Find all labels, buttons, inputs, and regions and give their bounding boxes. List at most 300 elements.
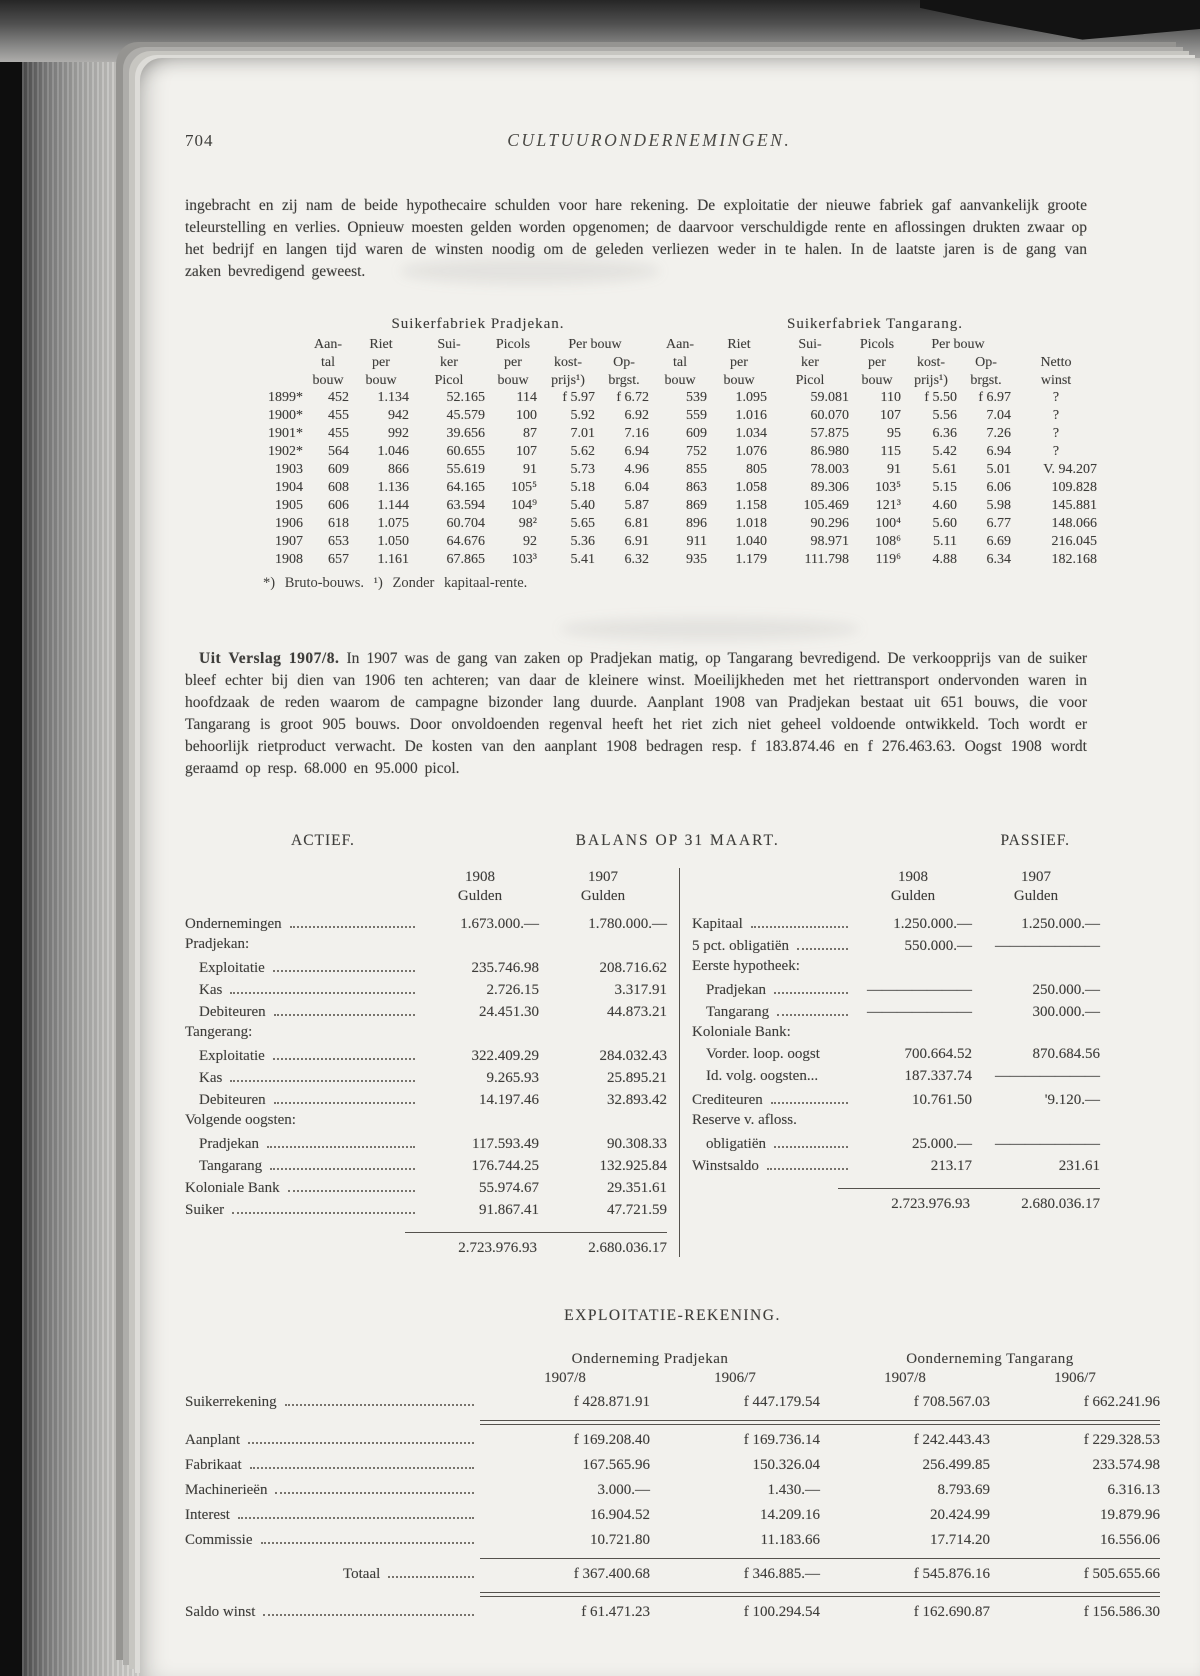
balance-value-1908: 24.451.30 bbox=[479, 1004, 539, 1020]
prod-value-cell: 911 bbox=[686, 534, 707, 549]
balance-value-1908: 9.265.93 bbox=[486, 1070, 539, 1086]
book-edge-left bbox=[0, 0, 22, 1676]
balance-value-1908: 91.867.41 bbox=[479, 1202, 539, 1218]
prod-head-cell: ker bbox=[440, 354, 458, 370]
prod-head-cell: Op- bbox=[975, 354, 997, 370]
prod-head-cell: Riet bbox=[727, 336, 751, 352]
prod-value-cell: 111.798 bbox=[804, 552, 849, 567]
balance-row-label: obligatiën bbox=[706, 1136, 766, 1152]
balance-row-label: Id. volg. oogsten... bbox=[706, 1068, 819, 1084]
balance-passief-column bbox=[679, 868, 1100, 1257]
leader-dots bbox=[273, 958, 415, 972]
prod-value-cell: 5.61 bbox=[932, 462, 957, 477]
balance-year-cell bbox=[421, 868, 539, 906]
table-row bbox=[253, 407, 1099, 425]
prod-value-cell: 5.42 bbox=[932, 444, 957, 459]
spacer bbox=[185, 1368, 480, 1388]
prod-year-cell: 1900* bbox=[268, 408, 303, 423]
prod-head-cell: bouw bbox=[497, 372, 529, 388]
balance-value-1907: 1.780.000.— bbox=[588, 916, 667, 932]
prod-value-cell: 64.676 bbox=[446, 534, 485, 549]
exploitation-value: 17.714.20 bbox=[930, 1532, 990, 1548]
prod-head-cell: Picol bbox=[795, 372, 825, 388]
prod-value-cell: 5.87 bbox=[624, 498, 649, 513]
table-row bbox=[253, 443, 1099, 461]
prod-value-cell: 455 bbox=[328, 426, 349, 441]
balance-row-label: Pradjekan bbox=[199, 1136, 259, 1152]
balance-year-cell bbox=[972, 868, 1100, 906]
balance-value-1908: ——————— bbox=[867, 982, 972, 998]
running-title: CULTUURONDERNEMINGEN. bbox=[507, 130, 792, 150]
prod-year-cell: 1905 bbox=[275, 498, 303, 513]
exploitation-value: f 169.736.14 bbox=[743, 1432, 820, 1448]
label-text: Commissie bbox=[185, 1532, 253, 1548]
exploitation-row bbox=[185, 1530, 1160, 1555]
exploitation-row-label bbox=[185, 1480, 480, 1499]
table-row bbox=[253, 461, 1099, 479]
prod-value-cell: 91 bbox=[887, 462, 901, 477]
prod-value-cell: 1.076 bbox=[735, 444, 767, 459]
table-row bbox=[253, 533, 1099, 551]
spacer-cell bbox=[253, 353, 305, 371]
prod-head-cell: bouw bbox=[365, 372, 397, 388]
table-row bbox=[253, 515, 1099, 533]
prod-value-cell: 935 bbox=[686, 552, 707, 567]
balance-value-1907: ——————— bbox=[995, 1068, 1100, 1084]
balance-total-1907: 2.680.036.17 bbox=[1021, 1196, 1100, 1212]
prod-value-cell: 5.92 bbox=[570, 408, 595, 423]
prod-value-cell: 752 bbox=[686, 444, 707, 459]
prod-head-cell: Picol bbox=[434, 372, 464, 388]
balance-value-1907: 90.308.33 bbox=[607, 1136, 667, 1152]
prod-value-cell: 63.594 bbox=[446, 498, 485, 513]
label-text: Totaal bbox=[343, 1566, 381, 1582]
prod-value-cell: 6.94 bbox=[986, 444, 1011, 459]
exploitation-row-label bbox=[185, 1455, 480, 1474]
prod-value-cell: 6.69 bbox=[986, 534, 1011, 549]
prod-value-cell: 78.003 bbox=[810, 462, 849, 477]
prod-value-cell: 90.296 bbox=[810, 516, 849, 531]
prod-value-cell: 559 bbox=[686, 408, 707, 423]
prod-head-cell: bouw bbox=[861, 372, 893, 388]
currency-label: Gulden bbox=[580, 888, 626, 904]
balance-value-1907: 870.684.56 bbox=[1032, 1046, 1100, 1062]
prod-value-cell: 148.066 bbox=[1051, 516, 1097, 531]
exploitation-value: f 156.586.30 bbox=[1083, 1604, 1160, 1620]
exploitation-value: f 100.294.54 bbox=[743, 1604, 820, 1620]
exploitation-row bbox=[185, 1505, 1160, 1530]
exploitation-value: f 242.443.43 bbox=[913, 1432, 990, 1448]
prod-head-cell: Aan- bbox=[314, 336, 342, 352]
exploitation-row-label bbox=[185, 1602, 480, 1621]
prod-value-cell: 91 bbox=[523, 462, 537, 477]
exploitation-group-row bbox=[185, 1351, 1160, 1368]
exploitation-value: f 545.876.16 bbox=[913, 1566, 990, 1582]
exploitation-group-label: Oonderneming Tangarang bbox=[906, 1351, 1074, 1367]
prod-head-cell: bouw bbox=[312, 372, 344, 388]
prod-value-cell: 100⁴ bbox=[875, 516, 901, 531]
exploitation-row bbox=[185, 1480, 1160, 1505]
leader-dots bbox=[777, 1002, 848, 1016]
year-label: 1908 bbox=[898, 869, 928, 885]
exploitation-value: 20.424.99 bbox=[930, 1507, 990, 1523]
prod-head-cell: kost- bbox=[917, 354, 945, 370]
prod-head-row bbox=[253, 371, 1099, 389]
prod-value-cell: 60.704 bbox=[446, 516, 485, 531]
balance-row-label: Pradjekan bbox=[706, 982, 766, 998]
leader-dots bbox=[261, 1530, 474, 1544]
year-label: 1908 bbox=[465, 869, 495, 885]
balance-row-label: Ondernemingen bbox=[185, 916, 282, 932]
balance-row-label: Eerste hypotheek: bbox=[692, 958, 800, 974]
prod-value-cell: 6.94 bbox=[624, 444, 649, 459]
prod-head-cell: Picols bbox=[495, 336, 531, 352]
balance-row bbox=[692, 1156, 1100, 1178]
prod-value-cell: 5.41 bbox=[570, 552, 595, 567]
balance-value-1907: '9.120.— bbox=[1044, 1092, 1100, 1108]
currency-label: Gulden bbox=[1013, 888, 1059, 904]
leader-dots bbox=[285, 1392, 474, 1406]
prod-head-cell: prijs¹) bbox=[551, 372, 585, 388]
prod-value-cell: 609 bbox=[328, 462, 349, 477]
balance-header bbox=[185, 832, 1100, 850]
prod-head-cell: brgst. bbox=[970, 372, 1002, 388]
label-text: Fabrikaat bbox=[185, 1457, 242, 1473]
label-text: Machinerieën bbox=[185, 1482, 268, 1498]
balance-total-row bbox=[405, 1232, 667, 1257]
prod-value-cell: 5.62 bbox=[570, 444, 595, 459]
balance-value-1907: 3.317.91 bbox=[614, 982, 667, 998]
balance-value-1907: 32.893.42 bbox=[607, 1092, 667, 1108]
exploitation-year-label: 1907/8 bbox=[544, 1370, 586, 1386]
balance-row bbox=[692, 1046, 1100, 1068]
balance-year-cell bbox=[854, 868, 972, 906]
leader-dots bbox=[263, 1602, 474, 1616]
year-label: 1907 bbox=[1021, 869, 1051, 885]
prod-value-cell: 4.60 bbox=[932, 498, 957, 513]
prod-value-cell: 539 bbox=[686, 390, 707, 405]
balance-actief-column bbox=[185, 868, 673, 1257]
balance-row bbox=[185, 1002, 667, 1024]
balance-row bbox=[185, 1112, 667, 1134]
balance-value-1908: 700.664.52 bbox=[904, 1046, 972, 1062]
exploitation-value: 11.183.66 bbox=[760, 1532, 820, 1548]
leader-dots bbox=[238, 1505, 474, 1519]
prod-head-cell: Netto bbox=[1040, 354, 1072, 370]
prod-value-cell: 5.18 bbox=[570, 480, 595, 495]
leader-dots bbox=[767, 1156, 848, 1170]
rule-line bbox=[480, 1558, 1160, 1559]
exploitation-value: f 162.690.87 bbox=[913, 1604, 990, 1620]
balance-row bbox=[185, 958, 667, 980]
balance-value-1907: 231.61 bbox=[1058, 1158, 1100, 1174]
page-number: 704 bbox=[185, 131, 214, 150]
prod-year-cell: 1901* bbox=[268, 426, 303, 441]
prod-value-cell: 5.11 bbox=[933, 534, 957, 549]
prod-value-cell: 57.875 bbox=[810, 426, 849, 441]
exploitation-year-row bbox=[185, 1368, 1160, 1388]
prod-year-cell: 1902* bbox=[268, 444, 303, 459]
balance-value-1908: 14.197.46 bbox=[479, 1092, 539, 1108]
balance-value-1908: 55.974.67 bbox=[479, 1180, 539, 1196]
balance-year-header bbox=[185, 868, 667, 906]
exploitation-row-label bbox=[185, 1530, 480, 1549]
prod-head-cell: Riet bbox=[369, 336, 393, 352]
balance-value-1907: 44.873.21 bbox=[607, 1004, 667, 1020]
balance-row-label: Kapitaal bbox=[692, 916, 743, 932]
page-content bbox=[185, 58, 1172, 1676]
exploitation-value: f 708.567.03 bbox=[913, 1394, 990, 1410]
prod-value-cell: 5.65 bbox=[570, 516, 595, 531]
prod-value-cell: 1.095 bbox=[735, 390, 767, 405]
table-row bbox=[253, 551, 1099, 569]
exploitation-value: 8.793.69 bbox=[937, 1482, 990, 1498]
prod-value-cell: 114 bbox=[516, 390, 537, 405]
prod-value-cell: 145.881 bbox=[1051, 498, 1097, 513]
prod-value-cell: 5.36 bbox=[570, 534, 595, 549]
exploitation-value: 233.574.98 bbox=[1092, 1457, 1160, 1473]
balance-row bbox=[185, 936, 667, 958]
prod-value-cell: 6.32 bbox=[624, 552, 649, 567]
prod-value-cell: 1.040 bbox=[735, 534, 767, 549]
balance-row-label: Vorder. loop. oogst bbox=[706, 1046, 820, 1062]
rule-line bbox=[480, 1592, 1160, 1597]
balance-row bbox=[185, 914, 667, 936]
balance-row bbox=[185, 980, 667, 1002]
prod-value-cell: 89.306 bbox=[810, 480, 849, 495]
exploitation-row-label bbox=[185, 1392, 480, 1411]
prod-value-cell: 609 bbox=[686, 426, 707, 441]
prod-value-cell: 855 bbox=[686, 462, 707, 477]
prod-head-cell: tal bbox=[321, 354, 335, 370]
prod-value-cell: 95 bbox=[887, 426, 901, 441]
leader-dots bbox=[771, 1090, 848, 1104]
prod-value-cell: 4.88 bbox=[932, 552, 957, 567]
balance-year-cell bbox=[539, 868, 667, 906]
prod-value-cell: 105⁵ bbox=[511, 480, 537, 495]
balance-value-1907: 1.250.000.— bbox=[1021, 916, 1100, 932]
balance-row bbox=[185, 1200, 667, 1222]
exploitation-value: f 367.400.68 bbox=[573, 1566, 650, 1582]
prod-head-cell: tal bbox=[673, 354, 687, 370]
balance-row-label: Kas bbox=[199, 1070, 223, 1086]
exploitation-value: f 662.241.96 bbox=[1083, 1394, 1160, 1410]
prod-value-cell: 100 bbox=[516, 408, 537, 423]
exploitation-value: f 346.885.— bbox=[743, 1566, 820, 1582]
balance-total-1907: 2.680.036.17 bbox=[588, 1240, 667, 1256]
prod-value-cell: 182.168 bbox=[1051, 552, 1097, 567]
table-row bbox=[253, 479, 1099, 497]
label-text: Suikerrekening bbox=[185, 1394, 277, 1410]
prod-value-cell: 67.865 bbox=[446, 552, 485, 567]
verslag-paragraph bbox=[185, 648, 1087, 780]
exploitation-header bbox=[185, 1351, 1160, 1388]
exploitation-row-label bbox=[185, 1505, 480, 1524]
balance-row-label: Debiteuren bbox=[199, 1004, 266, 1020]
balance-value-1908: 117.593.49 bbox=[472, 1136, 539, 1152]
prod-value-cell: 52.165 bbox=[446, 390, 485, 405]
prod-value-cell: 653 bbox=[328, 534, 349, 549]
prod-year-cell: 1899* bbox=[268, 390, 303, 405]
prod-value-cell: 6.77 bbox=[986, 516, 1011, 531]
leader-dots bbox=[274, 1090, 415, 1104]
prod-value-cell: 869 bbox=[686, 498, 707, 513]
spacer-cell bbox=[253, 335, 305, 353]
leader-dots bbox=[250, 1455, 474, 1469]
prod-value-cell: 119⁶ bbox=[875, 552, 901, 567]
production-table-wrap bbox=[253, 313, 1172, 569]
prod-head-cell: winst bbox=[1040, 372, 1072, 388]
exploitation-row bbox=[185, 1392, 1160, 1417]
balance-value-1908: 187.337.74 bbox=[904, 1068, 972, 1084]
balance-row-label: Tangarang bbox=[706, 1004, 770, 1020]
prod-head-cell: per bbox=[730, 354, 748, 370]
leader-dots bbox=[288, 1178, 415, 1192]
balance-value-1908: 176.744.25 bbox=[471, 1158, 539, 1174]
balance-value-1907: 300.000.— bbox=[1032, 1004, 1100, 1020]
intro-paragraph: ingebracht en zij nam de beide hypothecaire schulden voor hare rekening. De exploitatie der nieuwe fabriek gaf aanvankelijk groote teleurstelling en verlies. Opnieuw moesten gelden worden opgenomen; de daarvoor verschuldigde rente en aflossingen drukten zwaar op het bedrijf en langen tijd waren de winsten noodig om de geleden verliezen weder in te halen. In de laatste jaren is de gang van zaken bevredigend geweest. bbox=[185, 197, 1087, 280]
prod-value-cell: 92 bbox=[523, 534, 537, 549]
prod-value-cell: f 6.97 bbox=[978, 390, 1011, 405]
prod-value-cell: 1.144 bbox=[377, 498, 409, 513]
leader-dots bbox=[230, 980, 415, 994]
prod-value-cell: 39.656 bbox=[446, 426, 485, 441]
prod-title-row bbox=[253, 313, 1099, 335]
leader-dots bbox=[275, 1480, 474, 1494]
prod-value-cell: 1.034 bbox=[735, 426, 767, 441]
exploitation-value: 16.904.52 bbox=[590, 1507, 650, 1523]
prod-value-cell: 7.04 bbox=[986, 408, 1011, 423]
prod-value-cell: 866 bbox=[388, 462, 409, 477]
prod-value-cell: 1.161 bbox=[377, 552, 409, 567]
exploitation-value: 167.565.96 bbox=[582, 1457, 650, 1473]
balance-value-1908: 2.726.15 bbox=[486, 982, 539, 998]
prod-head-cell: Sui- bbox=[437, 336, 461, 352]
leader-dots bbox=[270, 1156, 415, 1170]
prod-year-cell: 1904 bbox=[275, 480, 303, 495]
balance-value-1907: 47.721.59 bbox=[607, 1202, 667, 1218]
leader-dots bbox=[388, 1564, 474, 1578]
balance-row-label: Reserve v. afloss. bbox=[692, 1112, 797, 1128]
balance-row-label: Crediteuren bbox=[692, 1092, 763, 1108]
balance-row bbox=[185, 1046, 667, 1068]
balance-value-1907: 132.925.84 bbox=[599, 1158, 667, 1174]
prod-value-cell: 618 bbox=[328, 516, 349, 531]
spacer-cell bbox=[253, 371, 305, 389]
balance-row-label: Koloniale Bank: bbox=[692, 1024, 791, 1040]
verslag-text: In 1907 was de gang van zaken op Pradjekan matig, op Tangarang bevredigend. De verkoopprijs van de suiker bleef echter bij dien van 1906 ten achteren; van daar de kleinere winst. Moeilijkheden met het riettransport ondervonden waren in hoofdzaak de reden waarom de campagne bizonder lang duurde. Aanplant 1908 van Pradjekan bestaat uit 651 bouws, die voor Tangarang is groot 905 bouws. Door onvoldoenden regenval heeft het riet zich niet geheel voldoende ontwikkeld. Toch wordt er behoorlijk rietproduct verwacht. De kosten van den aanplant 1908 bedragen resp. f 183.874.46 en f 276.463.63. Oogst 1908 wordt geraamd op resp. 68.000 en 95.000 picol. bbox=[185, 650, 1088, 777]
balance-row-label: Tangarang bbox=[199, 1158, 263, 1174]
prod-value-cell: 455 bbox=[328, 408, 349, 423]
prod-year-cell: 1908 bbox=[275, 552, 303, 567]
prod-value-cell: 6.36 bbox=[932, 426, 957, 441]
leader-dots bbox=[751, 914, 848, 928]
exploitation-value: f 505.655.66 bbox=[1083, 1566, 1160, 1582]
prod-value-cell: 7.26 bbox=[986, 426, 1011, 441]
exploitation-value: f 229.328.53 bbox=[1083, 1432, 1160, 1448]
exploitation-value: 1.430.— bbox=[767, 1482, 820, 1498]
prod-value-cell: 55.619 bbox=[446, 462, 485, 477]
balance-value-1907: ——————— bbox=[995, 1136, 1100, 1152]
prod-value-cell: 992 bbox=[388, 426, 409, 441]
year-label: 1907 bbox=[588, 869, 618, 885]
prod-value-cell: 64.165 bbox=[446, 480, 485, 495]
label-text: Aanplant bbox=[185, 1432, 240, 1448]
balance-row bbox=[185, 1156, 667, 1178]
balance-row bbox=[692, 1068, 1100, 1090]
table-row bbox=[253, 389, 1099, 407]
prod-head-cell: Op- bbox=[613, 354, 635, 370]
prod-value-cell: f 6.72 bbox=[616, 390, 649, 405]
balance-value-1908: 550.000.— bbox=[904, 938, 972, 954]
prod-value-cell: ? bbox=[1052, 408, 1060, 423]
balance-value-1908: 1.673.000.— bbox=[460, 916, 539, 932]
spacer-cell bbox=[253, 313, 305, 335]
leader-dots bbox=[273, 1046, 415, 1060]
exploitation-value: 19.879.96 bbox=[1100, 1507, 1160, 1523]
book-page bbox=[140, 58, 1200, 1676]
prod-value-cell: 5.40 bbox=[570, 498, 595, 513]
prod-value-cell: 5.73 bbox=[570, 462, 595, 477]
prod-head-cell: per bbox=[868, 354, 886, 370]
prod-value-cell: 98² bbox=[518, 516, 537, 531]
prod-head-cell: prijs¹) bbox=[914, 372, 948, 388]
leader-dots bbox=[248, 1430, 474, 1444]
leader-dots bbox=[290, 914, 415, 928]
balance-row bbox=[692, 1002, 1100, 1024]
prod-value-cell: 7.16 bbox=[624, 426, 649, 441]
prod-value-cell: 6.06 bbox=[986, 480, 1011, 495]
prod-value-cell: 657 bbox=[328, 552, 349, 567]
balance-total-1908: 2.723.976.93 bbox=[458, 1240, 537, 1256]
prod-value-cell: 5.98 bbox=[986, 498, 1011, 513]
prod-value-cell: 6.04 bbox=[624, 480, 649, 495]
exploitation-value: f 428.871.91 bbox=[573, 1394, 650, 1410]
balance-value-1907: ——————— bbox=[995, 938, 1100, 954]
prod-value-cell: 86.980 bbox=[810, 444, 849, 459]
prod-value-cell: 5.01 bbox=[986, 462, 1011, 477]
prod-value-cell: 115 bbox=[880, 444, 901, 459]
balance-row-label: Winstsaldo bbox=[692, 1158, 759, 1174]
balance-value-1908: ——————— bbox=[867, 1004, 972, 1020]
balance-row bbox=[692, 980, 1100, 1002]
prod-value-cell: 4.96 bbox=[624, 462, 649, 477]
balance-row-label: 5 pct. obligatiën bbox=[692, 938, 790, 954]
balance-row-label: Exploitatie bbox=[199, 960, 265, 976]
prod-head-cell: Sui- bbox=[798, 336, 822, 352]
balance-value-1907: 284.032.43 bbox=[599, 1048, 667, 1064]
balance-year-header bbox=[692, 868, 1100, 906]
prod-value-cell: 1.016 bbox=[735, 408, 767, 423]
prod-value-cell: 45.579 bbox=[446, 408, 485, 423]
actief-label: ACTIEF. bbox=[291, 832, 355, 849]
balance-row-label: Kas bbox=[199, 982, 223, 998]
leader-dots bbox=[774, 1134, 848, 1148]
prod-value-cell: 60.655 bbox=[446, 444, 485, 459]
prod-year-cell: 1907 bbox=[275, 534, 303, 549]
exploitation-value: f 169.208.40 bbox=[573, 1432, 650, 1448]
balance-row bbox=[692, 1134, 1100, 1156]
exploitation-row bbox=[185, 1602, 1160, 1627]
page-stack-left bbox=[22, 0, 154, 1676]
prod-head-cell: bouw bbox=[723, 372, 755, 388]
prod-value-cell: 896 bbox=[686, 516, 707, 531]
balance-value-1907: 29.351.61 bbox=[607, 1180, 667, 1196]
prod-value-cell: 1.075 bbox=[377, 516, 409, 531]
balance-row bbox=[692, 958, 1100, 980]
prod-value-cell: 108⁶ bbox=[875, 534, 901, 549]
balance-row bbox=[692, 1024, 1100, 1046]
